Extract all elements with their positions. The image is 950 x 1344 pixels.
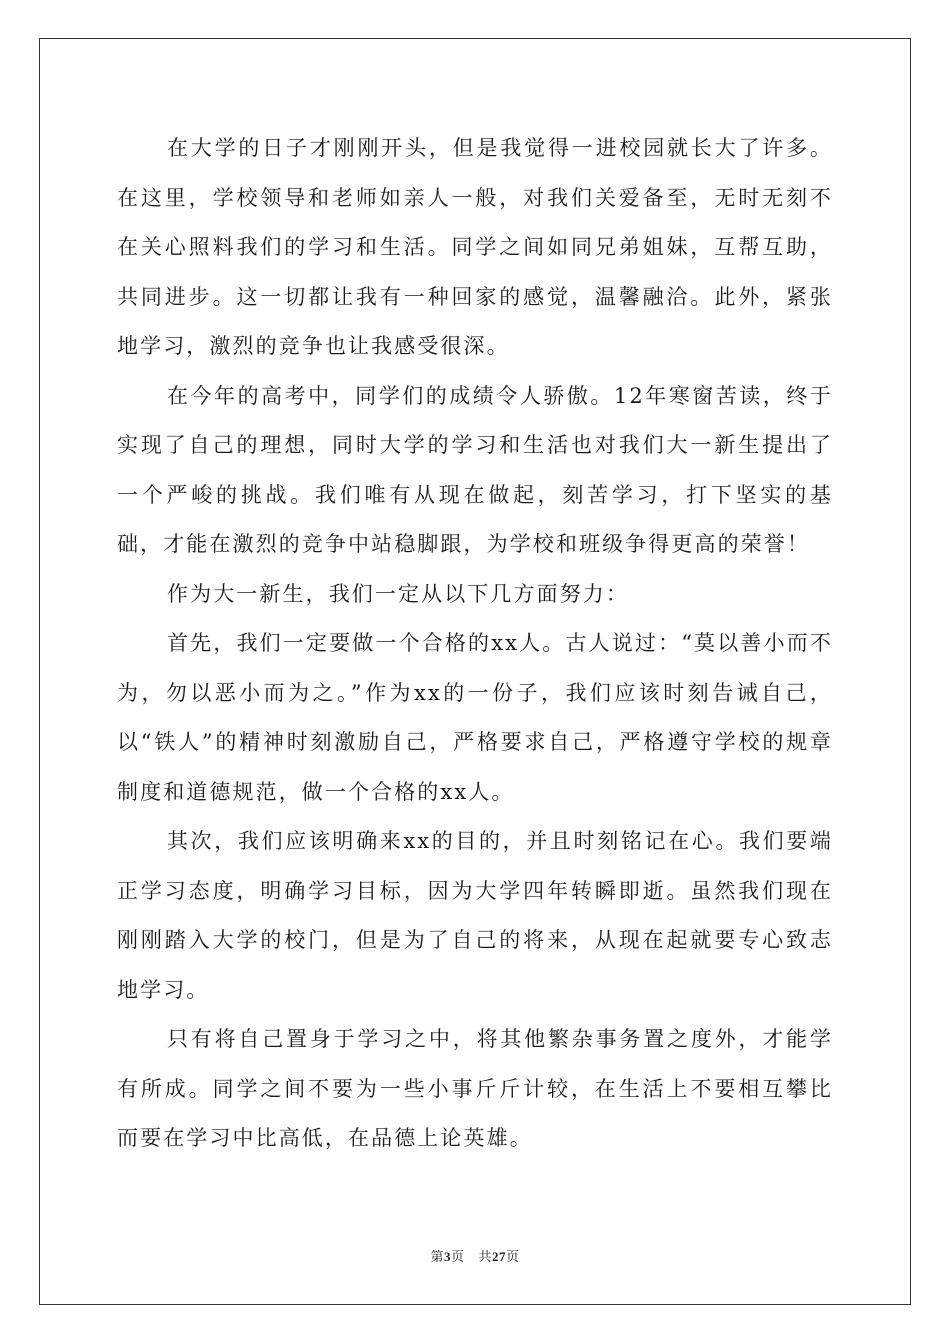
paragraph-3: 作为大一新生，我们一定从以下几方面努力： <box>167 581 629 606</box>
page-prefix: 第 <box>430 1250 444 1265</box>
page-number: 3 <box>443 1249 451 1264</box>
document-body <box>117 124 833 1164</box>
paragraph-4: 首先，我们一定要做一个合格的xx人。古人说过：“莫以善小而不为，勿以恶小而为之。”作为xx的一份子，我们应该时刻告诫自己，以“铁人”的精神时刻激励自己，严格要求自己，严格遵守学校的规章制度和道德规范，做一个合格的xx人。 <box>117 631 833 804</box>
page-footer <box>0 1246 950 1265</box>
paragraph-1: 在大学的日子才刚刚开头，但是我觉得一进校园就长大了许多。在这里，学校领导和老师如亲人一般，对我们关爱备至，无时无刻不在关心照料我们的学习和生活。同学之间如同兄弟姐妹，互帮互助，共同进步。这一切都让我有一种回家的感觉，温馨融洽。此外，紧张地学习，激烈的竞争也让我感受很深。 <box>117 136 833 358</box>
paragraph-6: 只有将自己置身于学习之中，将其他繁杂事务置之度外，才能学有所成。同学之间不要为一些小事斤斤计较，在生活上不要相互攀比而要在学习中比高低，在品德上论英雄。 <box>117 1027 833 1150</box>
total-suffix: 页 <box>506 1250 520 1265</box>
total-prefix: 共 <box>478 1250 493 1265</box>
paragraph-5: 其次，我们应该明确来xx的目的，并且时刻铭记在心。我们要端正学习态度，明确学习目标，因为大学四年转瞬即逝。虽然我们现在刚刚踏入大学的校门，但是为了自己的将来，从现在起就要专心致志地学习。 <box>117 829 833 1002</box>
paragraph-2: 在今年的高考中，同学们的成绩令人骄傲。12年寒窗苦读，终于实现了自己的理想，同时大学的学习和生活也对我们大一新生提出了一个严峻的挑战。我们唯有从现在做起，刻苦学习，打下坚实的基础，才能在激烈的竞争中站稳脚跟，为学校和班级争得更高的荣誉！ <box>117 383 833 556</box>
page-suffix: 页 <box>450 1250 465 1265</box>
total-pages: 27 <box>492 1249 507 1264</box>
